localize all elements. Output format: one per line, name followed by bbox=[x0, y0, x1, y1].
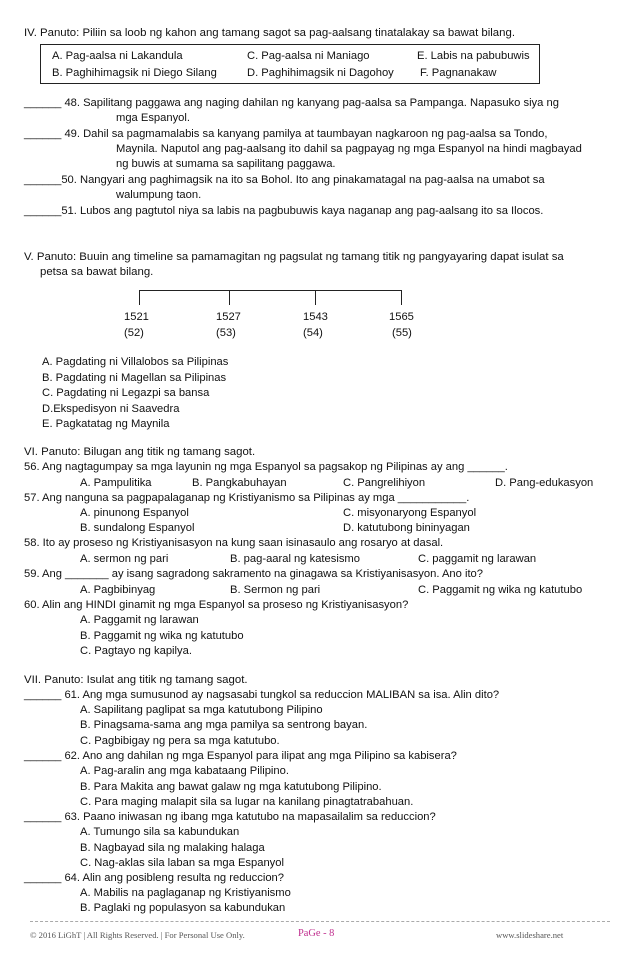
q59-choice-c: C. Paggamit ng wika ng katutubo bbox=[418, 584, 583, 596]
section-vi-heading: VI. Panuto: Bilugan ang titik ng tamang sagot. bbox=[24, 446, 256, 458]
q62-choice-b: B. Para Makita ang bawat galaw ng mga katutubong Pilipino. bbox=[80, 781, 382, 793]
question-48: ______ 48. Sapilitang paggawa ang naging dahilan ng kanyang pag-aalsa sa Pampanga. Napasuko siya ng bbox=[24, 97, 559, 109]
timeline-choice-e: E. Pagkatatag ng Maynila bbox=[42, 418, 170, 430]
question-49: ______ 49. Dahil sa pagmamalabis sa kanyang pamilya at taumbayan nagkaroon ng pag-aalsa sa Tondo, bbox=[24, 128, 548, 140]
q62-choice-c: C. Para maging malapit sila sa lugar na kanilang pinagtatrabahuan. bbox=[80, 796, 414, 808]
q62-choice-a: A. Pag-aralin ang mga kabataang Pilipino. bbox=[80, 765, 289, 777]
timeline-item-number: (55) bbox=[392, 327, 412, 339]
box-choice-f: F. Pagnanakaw bbox=[420, 67, 497, 79]
timeline-item-number: (53) bbox=[216, 327, 236, 339]
section-iv-heading: IV. Panuto: Piliin sa loob ng kahon ang tamang sagot sa pag-aalsang tinatalakay sa bawat bilang. bbox=[24, 27, 515, 39]
q59-choice-a: A. Pagbibinyag bbox=[80, 584, 156, 596]
question-51: ______51. Lubos ang pagtutol niya sa labis na pagbubuwis kaya naganap ang pag-aalsang ito sa Ilocos. bbox=[24, 205, 544, 217]
q64-choice-b: B. Paglaki ng populasyon sa kabundukan bbox=[80, 902, 286, 914]
timeline-choice-c: C. Pagdating ni Legazpi sa bansa bbox=[42, 387, 210, 399]
q63-choice-a: A. Tumungo sila sa kabundukan bbox=[80, 826, 240, 838]
timeline-year: 1565 bbox=[389, 311, 414, 323]
box-choice-e: E. Labis na pabubuwis bbox=[417, 50, 530, 62]
box-choice-c: C. Pag-aalsa ni Maniago bbox=[247, 50, 370, 62]
question-62: ______ 62. Ano ang dahilan ng mga Espanyol para ilipat ang mga Pilipino sa kabisera? bbox=[24, 750, 457, 762]
timeline-tick bbox=[315, 290, 316, 305]
q57-choice-d: D. katutubong bininyagan bbox=[343, 522, 470, 534]
section-v-heading: V. Panuto: Buuin ang timeline sa pamamagitan ng pagsulat ng tamang titik ng pangyayaring dapat isulat sa bbox=[24, 251, 564, 263]
q61-choice-b: B. Pinagsama-sama ang mga pamilya sa sentrong bayan. bbox=[80, 719, 368, 731]
q58-choice-c: C. paggamit ng larawan bbox=[418, 553, 537, 565]
q59-choice-b: B. Sermon ng pari bbox=[230, 584, 321, 596]
timeline-year: 1543 bbox=[303, 311, 328, 323]
timeline-line bbox=[139, 290, 402, 291]
q63-choice-b: B. Nagbayad sila ng malaking halaga bbox=[80, 842, 265, 854]
question-50-cont: walumpung taon. bbox=[116, 189, 202, 201]
timeline-tick bbox=[139, 290, 140, 305]
timeline-tick bbox=[229, 290, 230, 305]
q61-choice-c: C. Pagbibigay ng pera sa mga katutubo. bbox=[80, 735, 280, 747]
section-vii-heading: VII. Panuto: Isulat ang titik ng tamang sagot. bbox=[24, 674, 248, 686]
box-choice-a: A. Pag-aalsa ni Lakandula bbox=[52, 50, 183, 62]
q56-choice-b: B. Pangkabuhayan bbox=[192, 477, 287, 489]
q56-choice-a: A. Pampulitika bbox=[80, 477, 152, 489]
footer-website: www.slideshare.net bbox=[496, 930, 564, 940]
box-choice-d: D. Paghihimagsik ni Dagohoy bbox=[247, 67, 394, 79]
q57-choice-a: A. pinunong Espanyol bbox=[80, 507, 189, 519]
timeline-year: 1521 bbox=[124, 311, 149, 323]
question-60: 60. Alin ang HINDI ginamit ng mga Espanyol sa proseso ng Kristiyanisasyon? bbox=[24, 599, 409, 611]
timeline-choice-d: D.Ekspedisyon ni Saavedra bbox=[42, 403, 180, 415]
footer-copyright: © 2016 LiGhT | All Rights Reserved. | For Personal Use Only. bbox=[30, 930, 245, 940]
q57-choice-c: C. misyonaryong Espanyol bbox=[343, 507, 477, 519]
q58-choice-a: A. sermon ng pari bbox=[80, 553, 169, 565]
timeline-choice-b: B. Pagdating ni Magellan sa Pilipinas bbox=[42, 372, 227, 384]
timeline-choice-a: A. Pagdating ni Villalobos sa Pilipinas bbox=[42, 356, 229, 368]
timeline-year: 1527 bbox=[216, 311, 241, 323]
question-49-cont-1: Maynila. Naputol ang pag-aalsang ito dahil sa pagpayag ng mga Espanyol na hindi magbayad bbox=[116, 143, 582, 155]
question-58: 58. Ito ay proseso ng Kristiyanisasyon na kung saan isinasaulo ang rosaryo at dasal. bbox=[24, 537, 444, 549]
footer-page-number: PaGe - 8 bbox=[298, 928, 335, 939]
question-63: ______ 63. Paano iniwasan ng ibang mga katutubo na mapasailalim sa reduccion? bbox=[24, 811, 436, 823]
question-64: ______ 64. Alin ang posibleng resulta ng reduccion? bbox=[24, 872, 284, 884]
q63-choice-c: C. Nag-aklas sila laban sa mga Espanyol bbox=[80, 857, 284, 869]
q57-choice-b: B. sundalong Espanyol bbox=[80, 522, 195, 534]
footer-divider bbox=[30, 921, 610, 922]
q60-choice-a: A. Paggamit ng larawan bbox=[80, 614, 199, 626]
section-v-heading-cont: petsa sa bawat bilang. bbox=[40, 266, 154, 278]
q61-choice-a: A. Sapilitang paglipat sa mga katutubong Pilipino bbox=[80, 704, 323, 716]
box-choice-b: B. Paghihimagsik ni Diego Silang bbox=[52, 67, 217, 79]
question-56: 56. Ang nagtagumpay sa mga layunin ng mga Espanyol sa pagsakop ng Pilipinas ay ang ______. bbox=[24, 461, 508, 473]
q56-choice-c: C. Pangrelihiyon bbox=[343, 477, 426, 489]
q64-choice-a: A. Mabilis na paglaganap ng Kristiyanismo bbox=[80, 887, 291, 899]
question-61: ______ 61. Ang mga sumusunod ay nagsasabi tungkol sa reduccion MALIBAN sa isa. Alin dito? bbox=[24, 689, 500, 701]
q60-choice-b: B. Paggamit ng wika ng katutubo bbox=[80, 630, 244, 642]
timeline-item-number: (52) bbox=[124, 327, 144, 339]
q56-choice-d: D. Pang-edukasyon bbox=[495, 477, 594, 489]
question-57: 57. Ang nanguna sa pagpapalaganap ng Kristiyanismo sa Pilipinas ay mga ___________. bbox=[24, 492, 470, 504]
question-48-cont: mga Espanyol. bbox=[116, 112, 191, 124]
timeline-tick bbox=[401, 290, 402, 305]
timeline-item-number: (54) bbox=[303, 327, 323, 339]
q58-choice-b: B. pag-aaral ng katesismo bbox=[230, 553, 360, 565]
question-49-cont-2: ng buwis at sumama sa sapilitang paggawa. bbox=[116, 158, 336, 170]
question-50: ______50. Nangyari ang paghimagsik na ito sa Bohol. Ito ang pinakamatagal na pag-aalsa na umabot sa bbox=[24, 174, 545, 186]
q60-choice-c: C. Pagtayo ng kapilya. bbox=[80, 645, 192, 657]
question-59: 59. Ang _______ ay isang sagradong sakramento na ginagawa sa Kristiyanisasyon. Ano ito? bbox=[24, 568, 483, 580]
